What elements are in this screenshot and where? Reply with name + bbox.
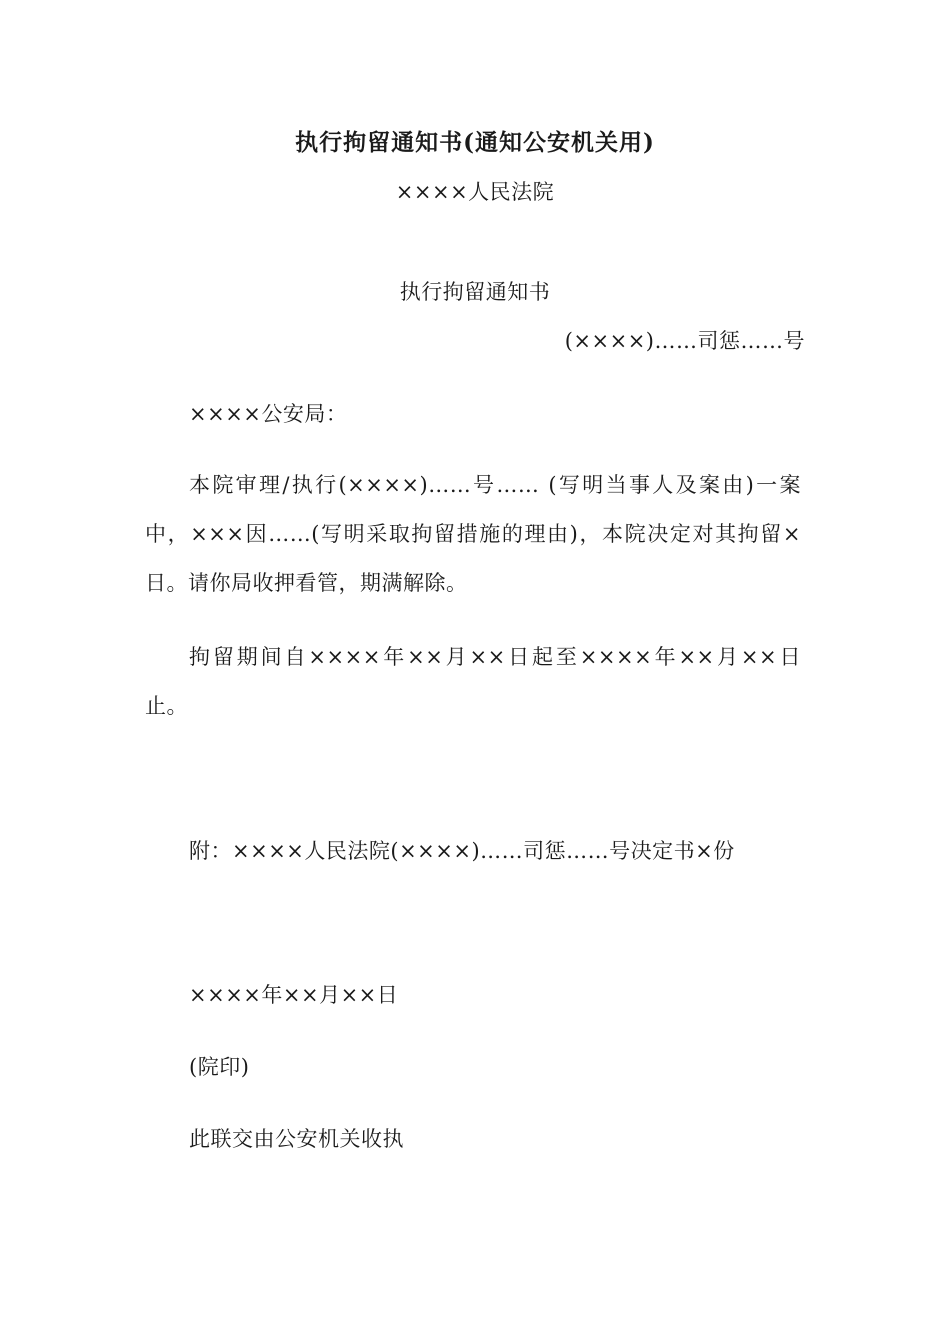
issue-date: ××××年××月××日 bbox=[189, 983, 399, 1007]
document-title: 执行拘留通知书(通知公安机关用) bbox=[295, 129, 655, 156]
copy-note: 此联交由公安机关收执 bbox=[189, 1127, 404, 1151]
court-seal: (院印) bbox=[189, 1055, 250, 1079]
document-heading: 执行拘留通知书 bbox=[399, 280, 551, 304]
addressee: ××××公安局： bbox=[189, 402, 348, 426]
court-name: ××××人民法院 bbox=[395, 180, 555, 204]
attachment-note: 附：××××人民法院(××××)……司惩……号决定书×份 bbox=[189, 839, 735, 863]
case-number: (××××)……司惩……号 bbox=[564, 329, 805, 353]
body-paragraph-2: 拘留期间自××××年××月××日起至××××年××月××日止。 bbox=[145, 645, 801, 718]
body-paragraph-1: 本院审理/执行(××××)……号…… (写明当事人及案由)一案中，×××因……(写明采取拘留措施的理由)，本院决定对其拘留×日。请你局收押看管，期满解除。 bbox=[145, 473, 801, 595]
